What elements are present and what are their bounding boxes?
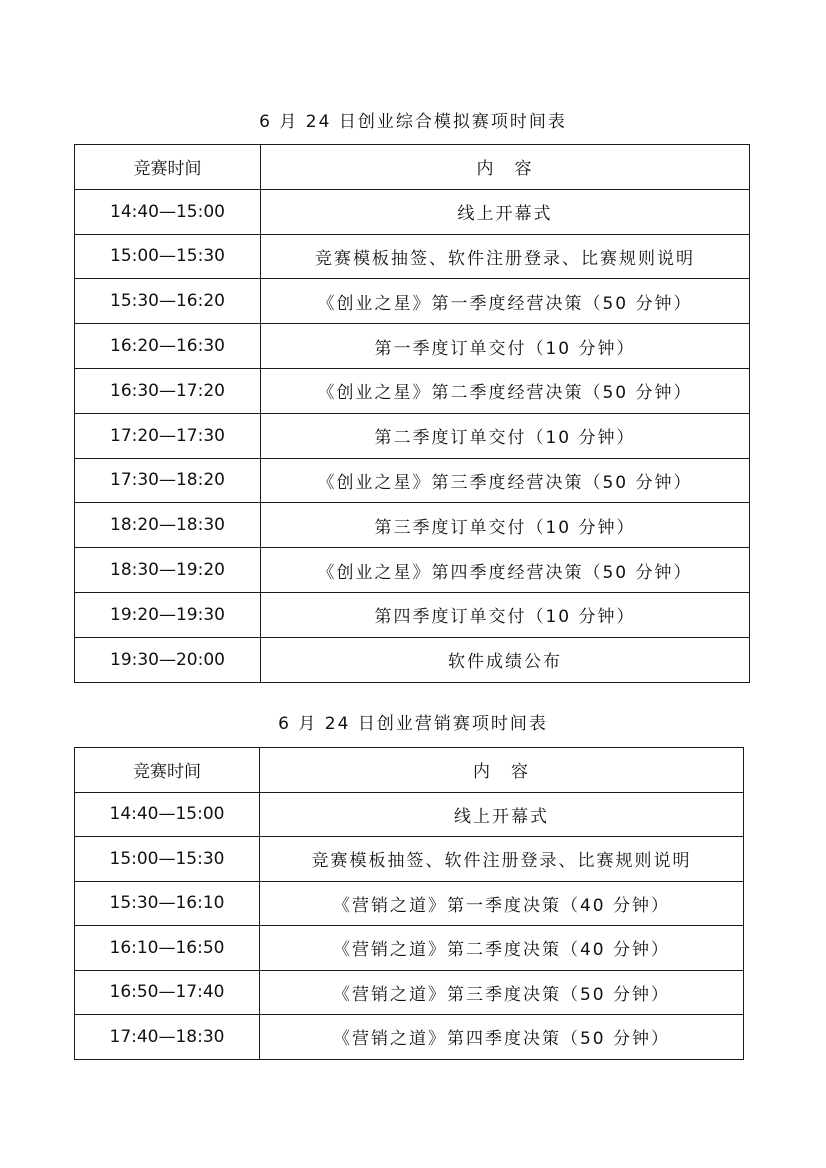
content-cell: 《创业之星》第三季度经营决策（50 分钟） <box>261 458 750 503</box>
content-cell: 《营销之道》第四季度决策（50 分钟） <box>260 1015 744 1060</box>
content-cell: 《营销之道》第一季度决策（40 分钟） <box>260 881 744 926</box>
header-content-cell: 内 容 <box>260 748 744 793</box>
table-row <box>75 1015 744 1060</box>
time-cell: 19:20—19:30 <box>75 592 261 637</box>
time-cell: 17:30—18:20 <box>75 458 261 503</box>
schedule-1-title: 6 月 24 日创业综合模拟赛项时间表 <box>259 112 567 132</box>
header-content-cell: 内 容 <box>261 145 750 190</box>
content-cell: 第三季度订单交付（10 分钟） <box>261 503 750 548</box>
table-row <box>75 279 750 324</box>
table-row <box>75 368 750 413</box>
table-row <box>75 324 750 369</box>
content-cell: 《营销之道》第三季度决策（50 分钟） <box>260 970 744 1015</box>
content-cell: 第四季度订单交付（10 分钟） <box>261 592 750 637</box>
header-time-cell: 竞赛时间 <box>75 748 260 793</box>
time-cell: 15:30—16:20 <box>75 279 261 324</box>
time-cell: 18:30—19:20 <box>75 548 261 593</box>
content-cell: 《创业之星》第二季度经营决策（50 分钟） <box>261 368 750 413</box>
table-row <box>75 234 750 279</box>
content-cell: 第二季度订单交付（10 分钟） <box>261 413 750 458</box>
table-row <box>75 503 750 548</box>
content-cell: 《创业之星》第一季度经营决策（50 分钟） <box>261 279 750 324</box>
table-row <box>75 458 750 503</box>
table-row <box>75 413 750 458</box>
content-cell: 《营销之道》第二季度决策（40 分钟） <box>260 926 744 971</box>
time-cell: 15:00—15:30 <box>75 837 260 882</box>
time-cell: 14:40—15:00 <box>75 189 261 234</box>
time-cell: 16:10—16:50 <box>75 926 260 971</box>
time-cell: 15:30—16:10 <box>75 881 260 926</box>
time-cell: 15:00—15:30 <box>75 234 261 279</box>
table-header-row <box>75 748 744 793</box>
schedule-2-table <box>74 747 744 1060</box>
table-row <box>75 881 744 926</box>
time-cell: 19:30—20:00 <box>75 637 261 682</box>
time-cell: 18:20—18:30 <box>75 503 261 548</box>
time-cell: 16:50—17:40 <box>75 970 260 1015</box>
time-cell: 16:30—17:20 <box>75 368 261 413</box>
header-time-cell: 竞赛时间 <box>75 145 261 190</box>
content-cell: 《创业之星》第四季度经营决策（50 分钟） <box>261 548 750 593</box>
content-cell: 线上开幕式 <box>261 189 750 234</box>
content-cell: 竞赛模板抽签、软件注册登录、比赛规则说明 <box>261 234 750 279</box>
table-row <box>75 926 744 971</box>
table-row <box>75 837 744 882</box>
time-cell: 17:20—17:30 <box>75 413 261 458</box>
table-row <box>75 970 744 1015</box>
time-cell: 14:40—15:00 <box>75 792 260 837</box>
table-row <box>75 792 744 837</box>
time-cell: 16:20—16:30 <box>75 324 261 369</box>
content-cell: 第一季度订单交付（10 分钟） <box>261 324 750 369</box>
schedule-2-title: 6 月 24 日创业营销赛项时间表 <box>278 714 548 734</box>
table-header-row <box>75 145 750 190</box>
table-row <box>75 548 750 593</box>
schedule-1-table <box>74 144 750 683</box>
content-cell: 竞赛模板抽签、软件注册登录、比赛规则说明 <box>260 837 744 882</box>
content-cell: 线上开幕式 <box>260 792 744 837</box>
table-row <box>75 592 750 637</box>
table-row <box>75 637 750 682</box>
table-row <box>75 189 750 234</box>
content-cell: 软件成绩公布 <box>261 637 750 682</box>
time-cell: 17:40—18:30 <box>75 1015 260 1060</box>
